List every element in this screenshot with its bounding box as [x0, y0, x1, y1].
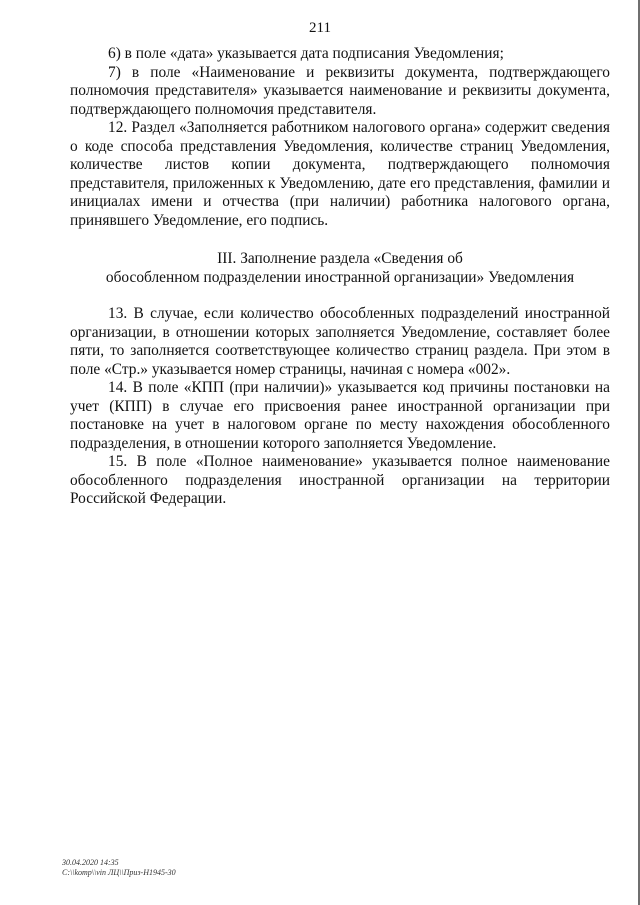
- paragraph-15-full-name: 15. В поле «Полное наименование» указывается полное наименование обособленного подразделения иностранной организации на территории Российской Федерации.: [70, 453, 610, 507]
- paragraph-14-kpp: 14. В поле «КПП (при наличии)» указывается код причины постановки на учет (КПП) в случае его присвоения ранее иностранной организации при постановке на учет в налоговом органе по месту нахождения обособленного подразделения, в отношении которого заполняется Уведомление.: [70, 379, 610, 452]
- page-number: 211: [309, 20, 331, 36]
- paragraph-13-subdivisions: 13. В случае, если количество обособленных подразделений иностранной организации, в отношении которых заполняется Уведомление, составляет более пяти, то заполняется соответствующее количество страниц раздела. При этом в поле «Стр.» указывается номер страницы, начиная с номера «002».: [70, 305, 610, 378]
- paragraph-12-tax-officer-section: 12. Раздел «Заполняется работником налогового органа» содержит сведения о коде способа представления Уведомления, количестве страниц Уведомления, количестве листов копии документа, подтверждающего полномочия представителя, приложенных к Уведомлению, дате его представления, фамилии и инициалах имени и отчества (при наличии) работника налогового органа, принявшего Уведомление, его подпись.: [70, 119, 610, 229]
- paragraph-6-date: 6) в поле «дата» указывается дата подписания Уведомления;: [108, 45, 504, 62]
- section-heading-line-1: III. Заполнение раздела «Сведения об: [217, 250, 463, 267]
- footer-stamp: [62, 858, 176, 878]
- footer-file-path: C:\\komp\\vin ЛЦ\\Приз-H1945-30: [62, 868, 176, 877]
- footer-timestamp: 30.04.2020 14:35: [62, 858, 119, 867]
- section-heading: [70, 250, 610, 287]
- paragraph-7-representative-doc: 7) в поле «Наименование и реквизиты документа, подтверждающего полномочия представителя» указывается наименование и реквизиты документа, подтверждающего полномочия представителя.: [70, 63, 610, 118]
- section-heading-line-2: обособленном подразделении иностранной организации» Уведомления: [105, 268, 575, 286]
- document-body: [70, 45, 610, 509]
